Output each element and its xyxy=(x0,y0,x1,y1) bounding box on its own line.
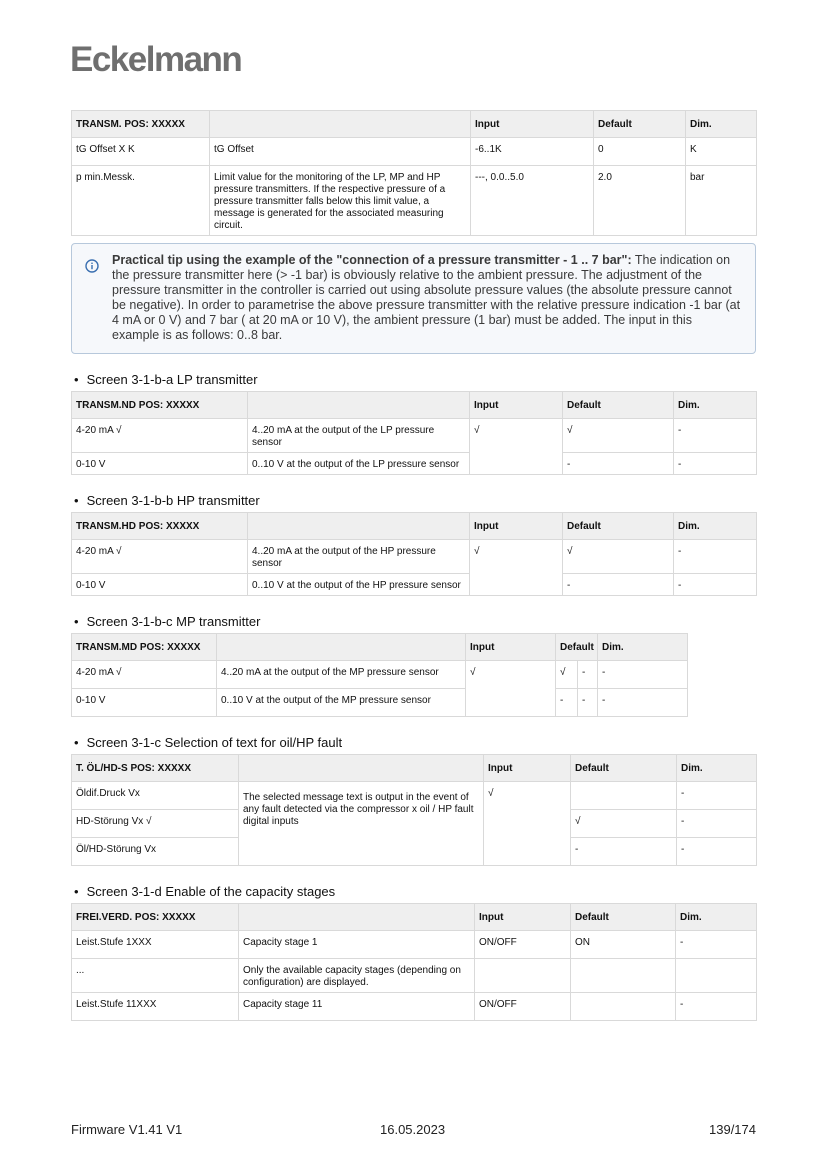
table-row xyxy=(72,689,688,717)
header-cell: Dim. xyxy=(598,634,688,661)
mp-transmitter-table xyxy=(71,633,688,717)
param-desc: Limit value for the monitoring of the LP, MP and HP pressure transmitters. If the respective pressure of a pressure transmitter falls below this limit value, a message is generated for the associated measuring circuit. xyxy=(210,166,471,236)
option-default: - xyxy=(563,574,674,596)
table-header xyxy=(72,755,757,782)
header-cell xyxy=(217,634,466,661)
option-dim: - xyxy=(674,540,757,574)
header-cell xyxy=(239,904,475,931)
option-dim: - xyxy=(674,453,757,475)
table-row xyxy=(72,419,757,453)
lp-transmitter-table xyxy=(71,391,757,475)
option-name: Leist.Stufe 1XXX xyxy=(72,931,239,959)
option-dim xyxy=(676,959,757,993)
option-dim: - xyxy=(578,689,598,717)
company-logo: Eckelmann xyxy=(70,40,242,79)
header-cell: TRANSM.MD POS: XXXXX xyxy=(72,634,217,661)
option-desc: Capacity stage 11 xyxy=(239,993,475,1021)
option-dim: - xyxy=(674,574,757,596)
option-name: Öldif.Druck Vx xyxy=(72,782,239,810)
option-default: √ xyxy=(571,810,677,838)
header-cell: Default xyxy=(594,111,686,138)
option-default: - xyxy=(556,689,578,717)
table-row xyxy=(72,540,757,574)
option-extra: - xyxy=(598,689,688,717)
option-dim: - xyxy=(676,993,757,1021)
table-header xyxy=(72,904,757,931)
option-name: Öl/HD-Störung Vx xyxy=(72,838,239,866)
option-desc: Capacity stage 1 xyxy=(239,931,475,959)
option-desc: 4..20 mA at the output of the MP pressure sensor xyxy=(217,661,466,689)
table-row xyxy=(72,166,757,236)
table-row xyxy=(72,138,757,166)
footer-firmware: Firmware V1.41 V1 xyxy=(71,1122,183,1137)
option-default: √ xyxy=(556,661,578,689)
table-row xyxy=(72,931,757,959)
header-cell: Default xyxy=(556,634,598,661)
table-header xyxy=(72,513,757,540)
option-name: 0-10 V xyxy=(72,574,248,596)
header-cell: Dim. xyxy=(674,513,757,540)
transm-pos-table xyxy=(71,110,757,236)
footer-page-number: 139/174 xyxy=(709,1122,756,1137)
option-dim: - xyxy=(677,782,757,810)
option-desc: 4..20 mA at the output of the HP pressure sensor xyxy=(248,540,470,574)
option-dim: - xyxy=(676,931,757,959)
table-row xyxy=(72,574,757,596)
section-title: Screen 3-1-b-c MP transmitter xyxy=(86,614,261,629)
option-input: √ xyxy=(466,661,556,717)
option-default: ON xyxy=(571,931,676,959)
table-row xyxy=(72,453,757,475)
header-cell xyxy=(210,111,471,138)
header-cell: FREI.VERD. POS: XXXXX xyxy=(72,904,239,931)
page-content xyxy=(71,110,756,1021)
param-input: -6..1K xyxy=(471,138,594,166)
option-default: √ xyxy=(563,540,674,574)
option-input: √ xyxy=(470,419,563,475)
option-default xyxy=(571,959,676,993)
param-default: 2.0 xyxy=(594,166,686,236)
option-name: ... xyxy=(72,959,239,993)
option-name: Leist.Stufe 11XXX xyxy=(72,993,239,1021)
header-cell xyxy=(239,755,484,782)
table-row xyxy=(72,661,688,689)
section-heading xyxy=(74,372,756,387)
param-dim: bar xyxy=(686,166,757,236)
option-default: - xyxy=(563,453,674,475)
header-cell: Dim. xyxy=(674,392,757,419)
option-desc: The selected message text is output in the event of any fault detected via the compressor x oil / HP fault digital inputs xyxy=(239,782,484,866)
option-default: √ xyxy=(563,419,674,453)
header-cell xyxy=(248,392,470,419)
option-dim: - xyxy=(677,838,757,866)
header-cell xyxy=(248,513,470,540)
header-cell: TRANSM. POS: XXXXX xyxy=(72,111,210,138)
option-desc: 0..10 V at the output of the MP pressure sensor xyxy=(217,689,466,717)
option-desc: 0..10 V at the output of the HP pressure sensor xyxy=(248,574,470,596)
capacity-stages-table xyxy=(71,903,757,1021)
option-name: 0-10 V xyxy=(72,453,248,475)
option-name: 4-20 mA √ xyxy=(72,419,248,453)
bullet: • xyxy=(74,614,79,629)
section-title: Screen 3-1-d Enable of the capacity stages xyxy=(86,884,336,899)
section-heading xyxy=(74,614,756,629)
tip-text: The indication on the pressure transmitter here (> -1 bar) is obviously relative to the ambient pressure. The adjustment of the pressure transmitter in the controller is carried out using absolute pressure values (the absolute pressure cannot be negative). In order to parametrise the above pressure transmitter with the relative pressure indication -1 bar (at 4 mA or 0 V) and 7 bar ( at 20 mA or 10 V), the ambient pressure (1 bar) must be added. The input in this example is as follows: 0..8 bar. xyxy=(112,253,741,342)
param-dim: K xyxy=(686,138,757,166)
option-input: ON/OFF xyxy=(475,993,571,1021)
header-cell: TRANSM.HD POS: XXXXX xyxy=(72,513,248,540)
section-title: Screen 3-1-c Selection of text for oil/HP fault xyxy=(86,735,343,750)
header-cell: Input xyxy=(484,755,571,782)
header-cell: Dim. xyxy=(686,111,757,138)
bullet: • xyxy=(74,735,79,750)
option-name: 4-20 mA √ xyxy=(72,661,217,689)
section-heading xyxy=(74,735,756,750)
header-cell: T. ÖL/HD-S POS: XXXXX xyxy=(72,755,239,782)
header-cell: Input xyxy=(470,513,563,540)
option-default xyxy=(571,993,676,1021)
option-name: HD-Störung Vx √ xyxy=(72,810,239,838)
bullet: • xyxy=(74,884,79,899)
hp-transmitter-table xyxy=(71,512,757,596)
option-input: √ xyxy=(470,540,563,596)
header-cell: Input xyxy=(466,634,556,661)
header-cell: Dim. xyxy=(676,904,757,931)
section-title: Screen 3-1-b-a LP transmitter xyxy=(86,372,258,387)
table-row xyxy=(72,993,757,1021)
option-default xyxy=(571,782,677,810)
option-dim: - xyxy=(578,661,598,689)
param-name: tG Offset X K xyxy=(72,138,210,166)
header-cell: Default xyxy=(563,392,674,419)
header-cell: Input xyxy=(471,111,594,138)
option-desc: Only the available capacity stages (depending on configuration) are displayed. xyxy=(239,959,475,993)
bullet: • xyxy=(74,372,79,387)
tip-heading: Practical tip using the example of the "connection of a pressure transmitter - 1 .. 7 bar": xyxy=(112,253,632,267)
table-row xyxy=(72,782,757,810)
info-icon xyxy=(85,259,99,273)
section-heading xyxy=(74,493,756,508)
header-cell: Default xyxy=(571,755,677,782)
footer-date: 16.05.2023 xyxy=(380,1122,446,1137)
header-cell: Input xyxy=(470,392,563,419)
option-default: - xyxy=(571,838,677,866)
option-desc: 4..20 mA at the output of the LP pressure sensor xyxy=(248,419,470,453)
table-header xyxy=(72,392,757,419)
option-input xyxy=(475,959,571,993)
section-title: Screen 3-1-b-b HP transmitter xyxy=(86,493,260,508)
option-input: √ xyxy=(484,782,571,866)
header-cell: Default xyxy=(563,513,674,540)
param-input: ---, 0.0..5.0 xyxy=(471,166,594,236)
param-desc: tG Offset xyxy=(210,138,471,166)
table-header xyxy=(72,111,757,138)
header-cell: Dim. xyxy=(677,755,757,782)
table-row xyxy=(72,959,757,993)
option-name: 0-10 V xyxy=(72,689,217,717)
section-heading xyxy=(74,884,756,899)
oil-hp-fault-table xyxy=(71,754,757,866)
option-input: ON/OFF xyxy=(475,931,571,959)
param-default: 0 xyxy=(594,138,686,166)
bullet: • xyxy=(74,493,79,508)
option-dim: - xyxy=(677,810,757,838)
practical-tip xyxy=(71,243,756,354)
header-cell: Default xyxy=(571,904,676,931)
header-cell: TRANSM.ND POS: XXXXX xyxy=(72,392,248,419)
option-dim: - xyxy=(674,419,757,453)
option-name: 4-20 mA √ xyxy=(72,540,248,574)
table-header xyxy=(72,634,688,661)
header-cell: Input xyxy=(475,904,571,931)
param-name: p min.Messk. xyxy=(72,166,210,236)
option-extra: - xyxy=(598,661,688,689)
option-desc: 0..10 V at the output of the LP pressure sensor xyxy=(248,453,470,475)
